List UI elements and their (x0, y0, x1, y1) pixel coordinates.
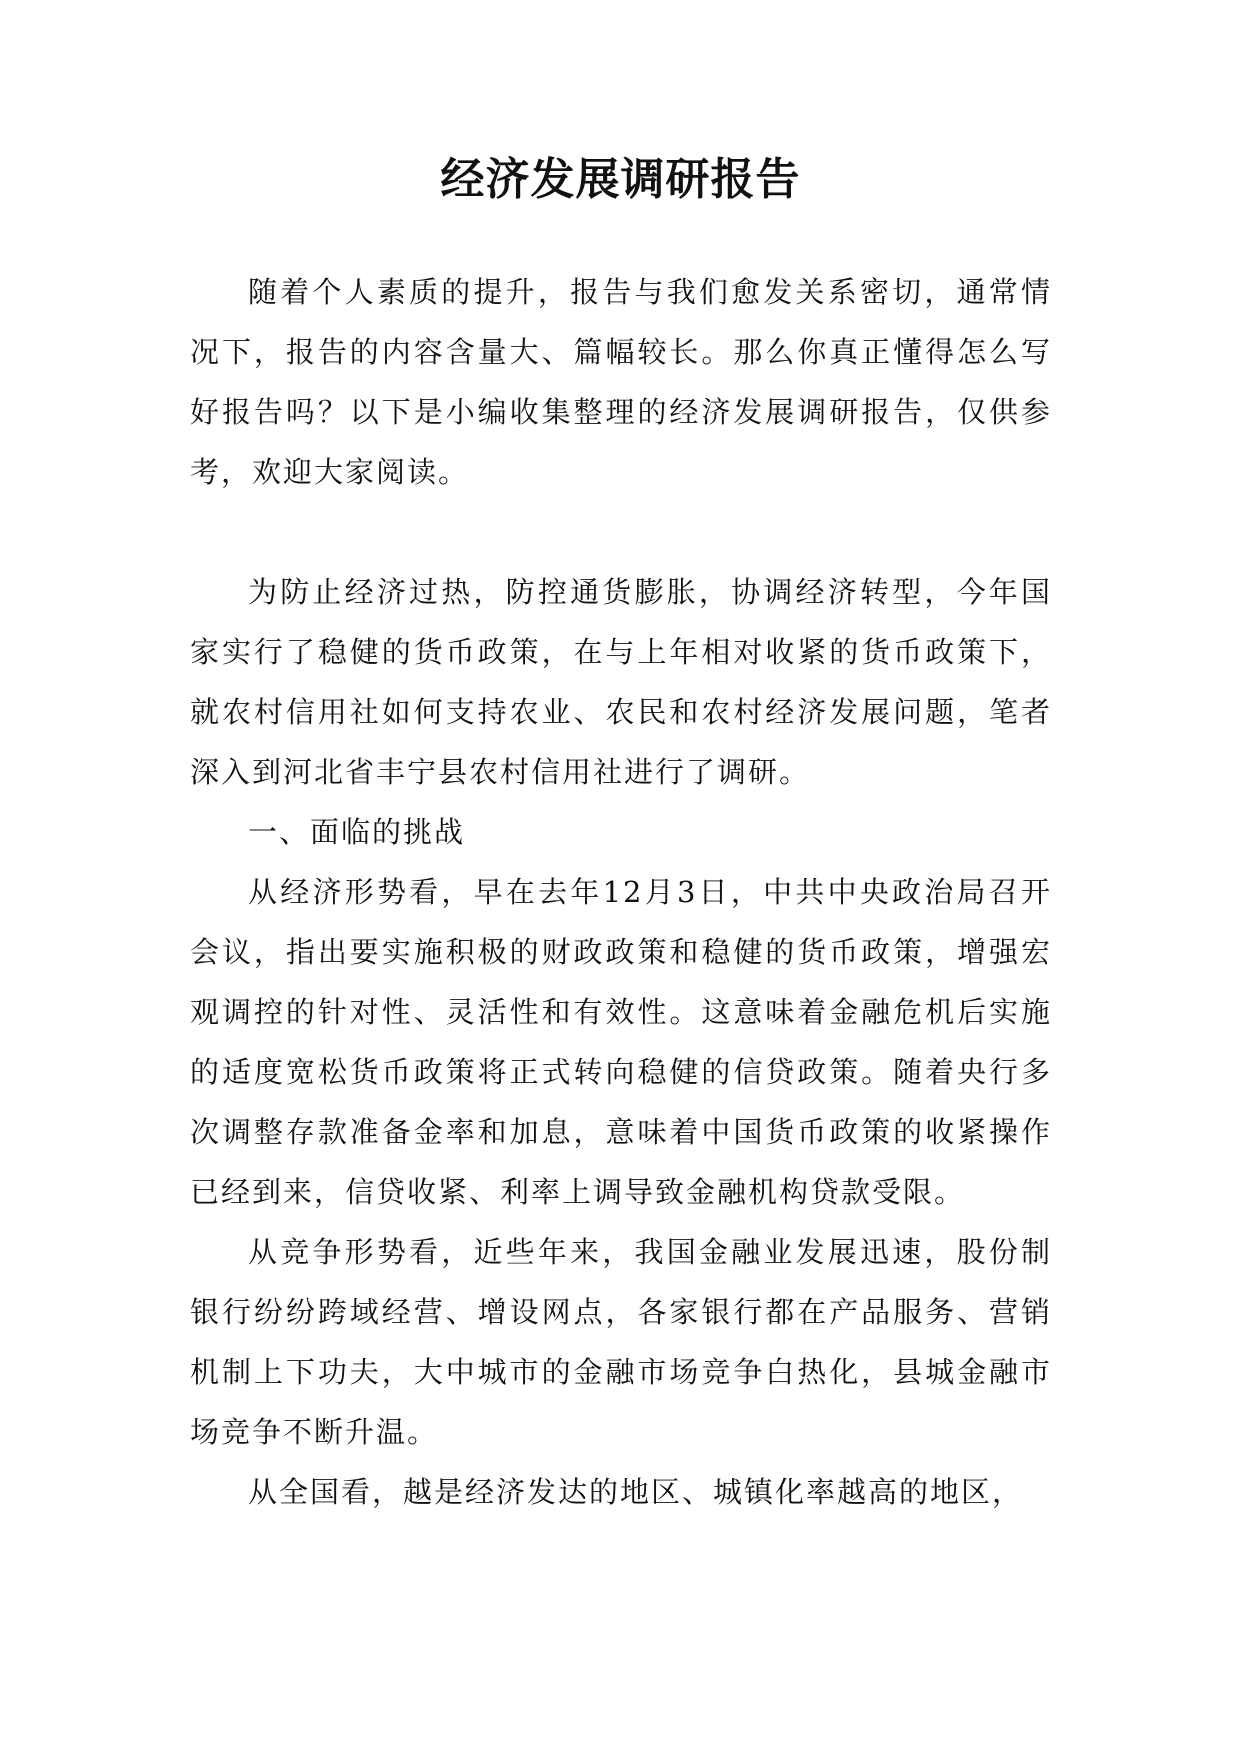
section-heading-challenges: 一、面临的挑战 (248, 815, 466, 849)
document-body (190, 262, 1052, 1522)
body-paragraph-4: 从全国看，越是经济发达的地区、城镇化率越高的地区， (248, 1475, 1024, 1509)
paragraph-gap (190, 502, 1052, 562)
body-paragraph-1: 为防止经济过热，防控通货膨胀，协调经济转型，今年国家实行了稳健的货币政策，在与上年相对收紧的货币政策下，就农村信用社如何支持农业、农民和农村经济发展问题，笔者深入到河北省丰宁县农村信用社进行了调研。 (190, 575, 1052, 789)
body-paragraph-3: 从竞争形势看，近些年来，我国金融业发展迅速，股份制银行纷纷跨域经营、增设网点，各家银行都在产品服务、营销机制上下功夫，大中城市的金融市场竞争白热化，县城金融市场竞争不断升温。 (190, 1235, 1052, 1449)
document-title: 经济发展调研报告 (440, 154, 801, 205)
intro-paragraph: 随着个人素质的提升，报告与我们愈发关系密切，通常情况下，报告的内容含量大、篇幅较长。那么你真正懂得怎么写好报告吗？以下是小编收集整理的经济发展调研报告，仅供参考，欢迎大家阅读。 (190, 275, 1052, 489)
body-paragraph-2: 从经济形势看，早在去年12月3日，中共中央政治局召开会议，指出要实施积极的财政政策和稳健的货币政策，增强宏观调控的针对性、灵活性和有效性。这意味着金融危机后实施的适度宽松货币政策将正式转向稳健的信贷政策。随着央行多次调整存款准备金率和加息，意味着中国货币政策的收紧操作已经到来，信贷收紧、利率上调导致金融机构贷款受限。 (190, 875, 1052, 1209)
